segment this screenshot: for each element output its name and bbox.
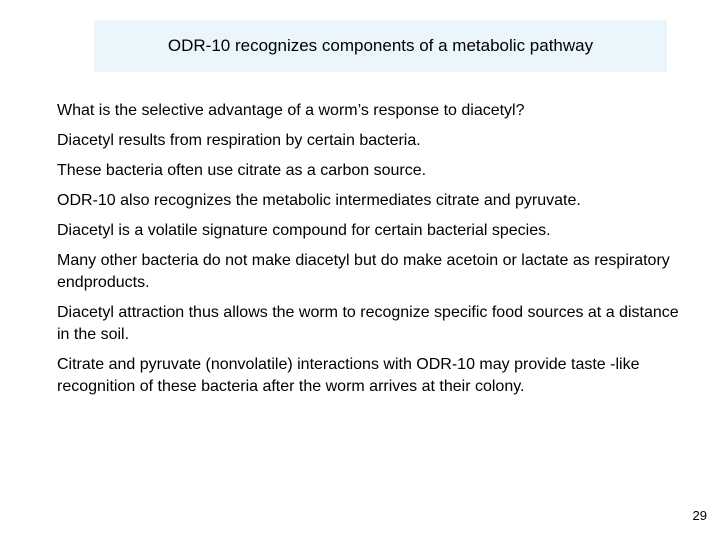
- paragraph-intermediates: ODR-10 also recognizes the metabolic intermediates citrate and pyruvate.: [57, 192, 581, 209]
- paragraph-taste-recognition: Citrate and pyruvate (nonvolatile) interactions with ODR-10 may provide taste -like recognition of these bacteria after the worm arrives at their colony.: [57, 356, 640, 395]
- title-box: [94, 20, 667, 72]
- body-text-list: [57, 100, 687, 406]
- paragraph-respiration: Diacetyl results from respiration by certain bacteria.: [57, 132, 421, 149]
- paragraph-other-bacteria: Many other bacteria do not make diacetyl but do make acetoin or lactate as respiratory endproducts.: [57, 252, 670, 291]
- paragraph-question: What is the selective advantage of a worm’s response to diacetyl?: [57, 102, 525, 119]
- paragraph-attraction: Diacetyl attraction thus allows the worm to recognize specific food sources at a distance in the soil.: [57, 304, 679, 343]
- paragraph-citrate-source: These bacteria often use citrate as a carbon source.: [57, 162, 427, 179]
- slide-title: ODR-10 recognizes components of a metabolic pathway: [167, 36, 594, 55]
- page-number: 29: [692, 508, 707, 523]
- paragraph-signature-compound: Diacetyl is a volatile signature compound for certain bacterial species.: [57, 222, 551, 239]
